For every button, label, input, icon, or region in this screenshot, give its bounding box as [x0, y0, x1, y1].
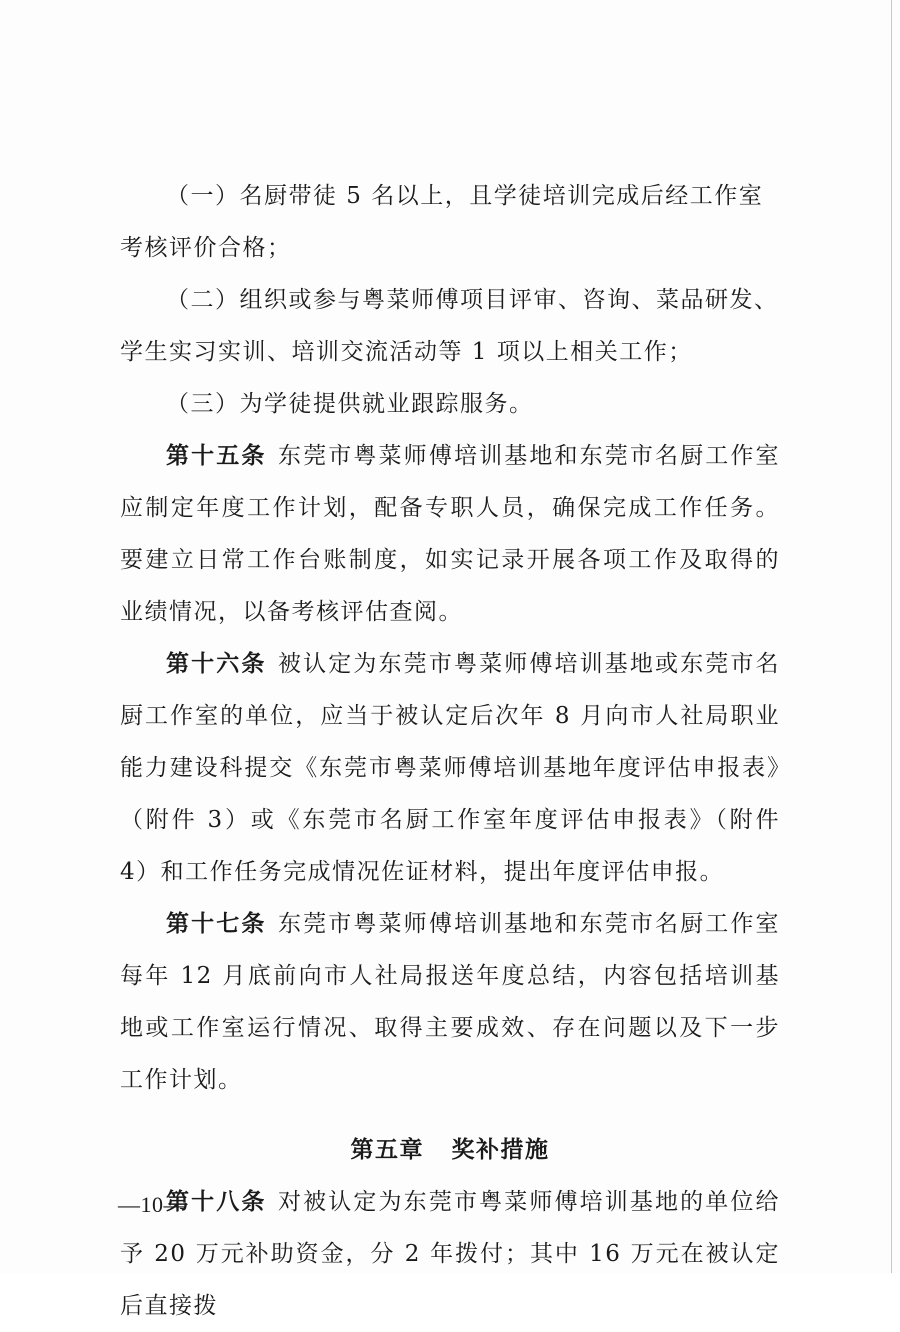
list-item-1: （一）名厨带徒 5 名以上，且学徒培训完成后经工作室考核评价合格；	[120, 183, 764, 261]
list-item-2: （二）组织或参与粤菜师傅项目评审、咨询、菜品研发、学生实习实训、培训交流活动等 1 项以上相关工作；	[120, 287, 779, 365]
scan-edge-line	[891, 0, 892, 1273]
page-number: —10—	[118, 1192, 186, 1217]
chapter-heading	[120, 1124, 780, 1176]
article-18	[120, 1176, 780, 1332]
document-body	[120, 170, 780, 1332]
article-15-label: 第十五条	[166, 442, 267, 469]
article-17-text: 东莞市粤菜师傅培训基地和东莞市名厨工作室每年 12 月底前向市人社局报送年度总结，内容包括培训基地或工作室运行情况、取得主要成效、存在问题以及下一步工作计划。	[120, 911, 781, 1093]
chapter-number: 第五章	[350, 1136, 424, 1163]
list-item-3: （三）为学徒提供就业跟踪服务。	[166, 391, 534, 417]
article-17	[120, 898, 780, 1106]
article-15	[120, 430, 780, 638]
article-18-label: 第十八条	[166, 1188, 267, 1215]
article-16-label: 第十六条	[166, 650, 267, 677]
article-18-text: 对被认定为东莞市粤菜师傅培训基地的单位给予 20 万元补助资金，分 2 年拨付；其中 16 万元在被认定后直接拨	[120, 1189, 781, 1319]
article-16-text: 被认定为东莞市粤菜师傅培训基地或东莞市名厨工作室的单位，应当于被认定后次年 8 月向市人社局职业能力建设科提交《东莞市粤菜师傅培训基地年度评估申报表》（附件 3）或《东莞市名厨工作室年度评估申报表》（附件 4）和工作任务完成情况佐证材料，提出年度评估申报。	[120, 651, 781, 885]
article-16	[120, 638, 780, 898]
article-17-label: 第十七条	[166, 910, 267, 937]
article-15-text: 东莞市粤菜师傅培训基地和东莞市名厨工作室应制定年度工作计划，配备专职人员，确保完成工作任务。要建立日常工作台账制度，如实记录开展各项工作及取得的业绩情况，以备考核评估查阅。	[120, 443, 781, 625]
chapter-title: 奖补措施	[451, 1136, 550, 1163]
